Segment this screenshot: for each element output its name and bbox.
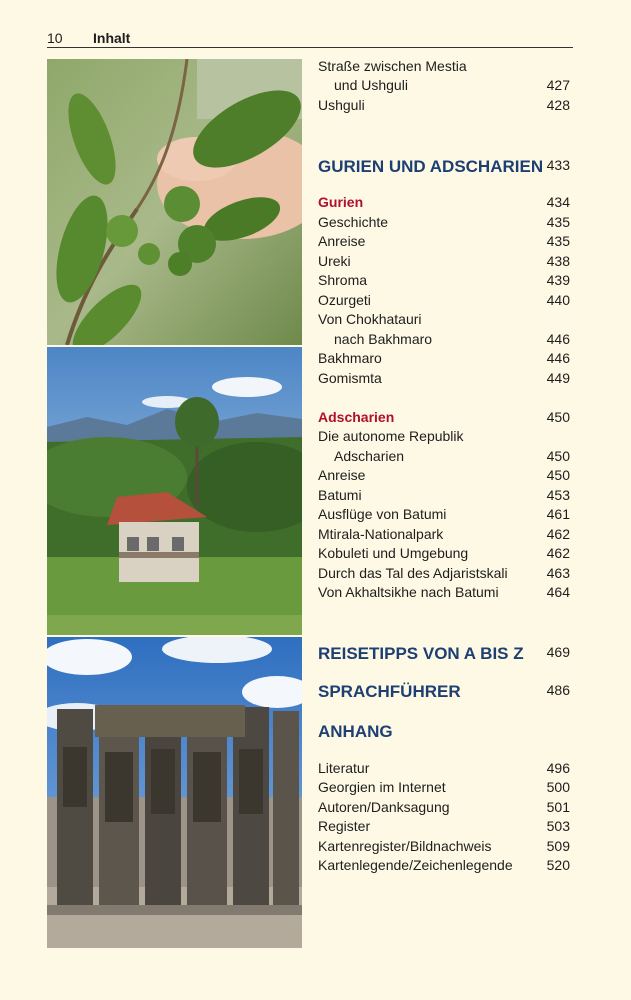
toc-entry-bakhmaro[interactable]: Bakhmaro 446 [318, 350, 570, 366]
toc-entry-ozurgeti[interactable]: Ozurgeti 440 [318, 292, 570, 308]
toc-entry-und-ushguli[interactable]: und Ushguli 427 [334, 77, 570, 93]
toc-entry-autoren[interactable]: Autoren/Danksagung 501 [318, 799, 570, 815]
header-rule [47, 47, 573, 48]
toc-entry-literatur[interactable]: Literatur 496 [318, 760, 570, 776]
toc-entry-akhaltsikhe[interactable]: Von Akhaltsikhe nach Batumi 464 [318, 584, 570, 600]
toc-entry-shroma[interactable]: Shroma 439 [318, 272, 570, 288]
chapter-gurien-adscharien[interactable]: GURIEN UND ADSCHARIEN 433 [318, 157, 570, 176]
photo-house-hills [47, 347, 302, 635]
section-gurien[interactable]: Gurien 434 [318, 194, 570, 210]
page-number: 10 [47, 30, 63, 46]
toc-entry-adjaristskali[interactable]: Durch das Tal des Adjaristskali 463 [318, 565, 570, 581]
photo-stone-monument [47, 637, 302, 948]
page-header [47, 30, 573, 48]
toc-entry-ausfluege-batumi[interactable]: Ausflüge von Batumi 461 [318, 506, 570, 522]
toc-entry-georgien-internet[interactable]: Georgien im Internet 500 [318, 779, 570, 795]
photo-tea-plant [47, 59, 302, 345]
toc-entry-ushguli[interactable]: Ushguli 428 [318, 97, 570, 113]
toc-entry-batumi[interactable]: Batumi 453 [318, 487, 570, 503]
toc-entry-strasse-mestia[interactable]: Straße zwischen Mestia [318, 58, 467, 74]
toc-entry-geschichte[interactable]: Geschichte 435 [318, 214, 570, 230]
toc-entry-kartenlegende[interactable]: Kartenlegende/Zeichenlegende 520 [318, 857, 570, 873]
toc-entry-register[interactable]: Register 503 [318, 818, 570, 834]
toc-entry-autonome-republik[interactable]: Die autonome Republik [318, 428, 464, 444]
toc-entry-mtirala[interactable]: Mtirala-Nationalpark 462 [318, 526, 570, 542]
toc-entry-gomismta[interactable]: Gomismta 449 [318, 370, 570, 386]
toc-entry-von-chokhatauri[interactable]: Von Chokhatauri [318, 311, 422, 327]
page-title: Inhalt [93, 30, 131, 46]
toc-entry-anreise-gurien[interactable]: Anreise 435 [318, 233, 570, 249]
toc-entry-ureki[interactable]: Ureki 438 [318, 253, 570, 269]
chapter-reisetipps[interactable]: REISETIPPS VON A BIS Z 469 [318, 644, 570, 663]
toc-entry-anreise-adscharien[interactable]: Anreise 450 [318, 467, 570, 483]
section-adscharien[interactable]: Adscharien 450 [318, 409, 570, 425]
chapter-anhang[interactable]: ANHANG [318, 722, 393, 741]
chapter-sprachfuehrer[interactable]: SPRACHFÜHRER 486 [318, 682, 570, 701]
toc-entry-nach-bakhmaro[interactable]: nach Bakhmaro 446 [334, 331, 570, 347]
toc-entry-kobuleti[interactable]: Kobuleti und Umgebung 462 [318, 545, 570, 561]
toc-entry-adscharien[interactable]: Adscharien 450 [334, 448, 570, 464]
toc-entry-kartenregister[interactable]: Kartenregister/Bildnachweis 509 [318, 838, 570, 854]
